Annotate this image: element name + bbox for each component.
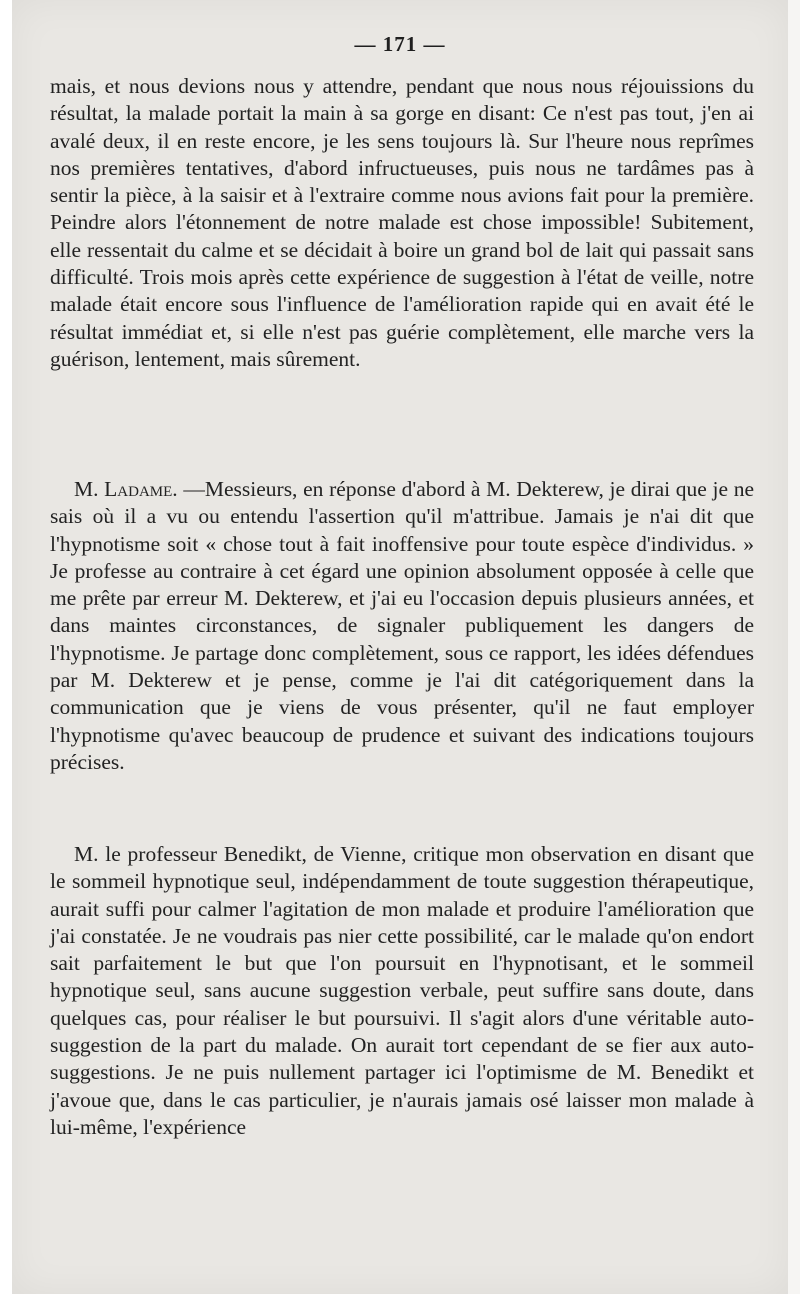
speaker-name: M. Ladame. xyxy=(74,477,178,501)
paragraph-1: mais, et nous devions nous y attendre, pendant que nous nous réjouissions du résultat, la malade portait la main à sa gorge en disant: Ce n'est pas tout, j'en ai avalé deux, il en reste encore, je les sens toujours là. Sur l'heure nous reprîmes nos premières tentatives, d'abord infructueuses, puis nous ne tardâmes pas à sentir la pièce, à la saisir et à l'extraire comme nous avions fait pour la première. Peindre alors l'étonnement de notre malade est chose impossible! Subitement, elle ressentait du calme et se décidait à boire un grand bol de lait qui passait sans difficulté. Trois mois après cette expérience de suggestion à l'état de veille, notre malade était encore sous l'influence de l'amélioration rapide qui en avait été le résultat immédiat et, si elle n'est pas guérie complètement, elle marche vers la guérison, lentement, mais sûrement. xyxy=(50,74,754,371)
paragraph-3: M. le professeur Benedikt, de Vienne, critique mon observation en disant que le sommeil hypnotique seul, indépendamment de toute suggestion thérapeutique, aurait suffi pour calmer l'agitation de mon malade et produire l'amélioration que j'ai constatée. Je ne voudrais pas nier cette possibilité, car le malade qu'on endort sait parfaitement le but que l'on poursuit en l'hypnotisant, et le sommeil hypnotique seul, sans aucune suggestion verbale, peut suffire sans doute, dans quelques cas, pour réaliser le but poursuivi. Il s'agit alors d'une véritable auto-suggestion de la part du malade. On aurait tort cependant de se fier aux auto-suggestions. Je ne puis nullement partager ici l'optimisme de M. Benedikt et j'avoue que, dans le cas particulier, je n'aurais jamais osé laisser mon malade à lui-même, l'expérience xyxy=(50,842,754,1139)
page-edge xyxy=(788,0,800,1294)
paragraph-2 xyxy=(50,476,754,776)
page-number: — 171 — xyxy=(354,32,446,56)
paragraph-2-text: —Messieurs, en réponse d'abord à M. Dekterew, je dirai que je ne sais où il a vu ou entendu l'assertion qu'il m'attribue. Jamais je n'ai dit que l'hypnotisme soit « chose tout à fait inoffensive pour toute espèce d'individus. » Je professe au contraire à cet égard une opinion absolument opposée à celle que me prête par erreur M. Dekterew, et j'ai eu l'occasion depuis plusieurs années, et dans maintes circonstances, de signaler publiquement les dangers de l'hypnotisme. Je partage donc complètement, sous ce rapport, les idées défendues par M. Dekterew et je pense, comme je l'ai dit catégoriquement dans la communication que je viens de vous présenter, qu'il ne faut employer l'hypnotisme qu'avec beaucoup de prudence et suivant des indications toujours précises. xyxy=(50,477,755,774)
book-page xyxy=(12,0,788,1294)
